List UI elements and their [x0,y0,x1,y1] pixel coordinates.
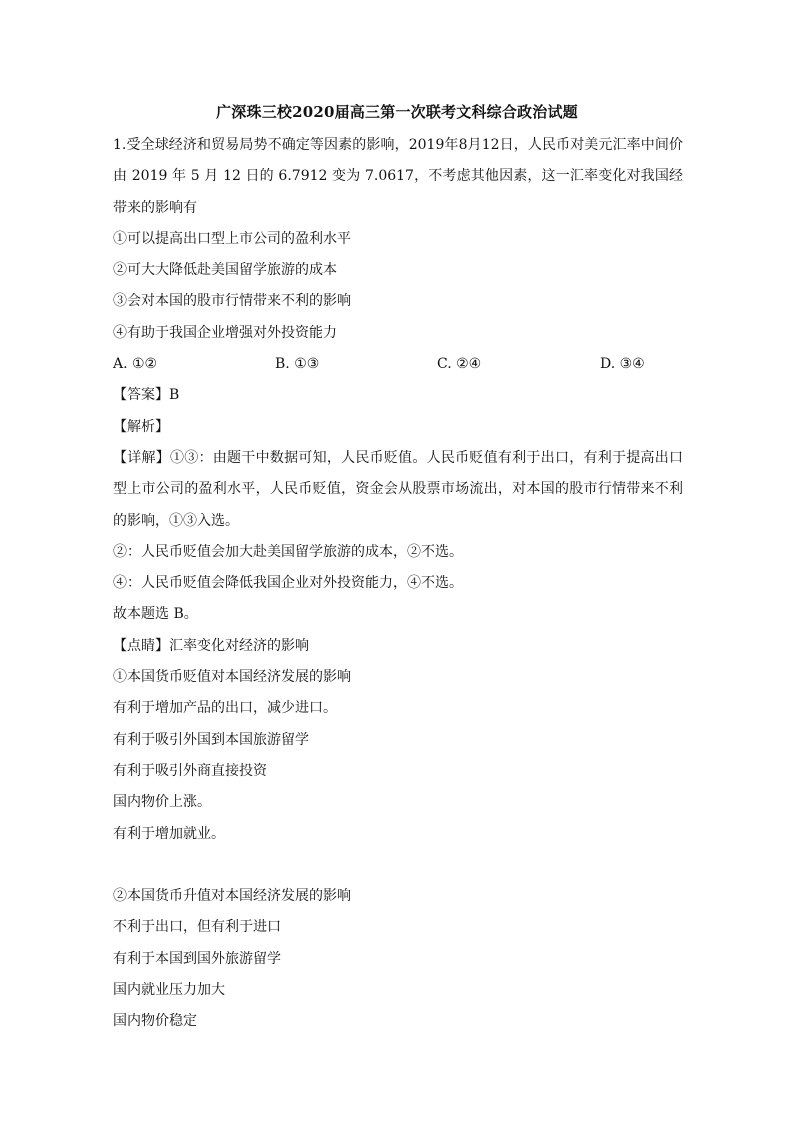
option-c: C. ②④ [437,356,482,373]
question-item-3: ③会对本国的股市行情带来不利的影响 [113,293,351,310]
option-b: B. ①③ [275,356,320,373]
tip-section-2-title: ②本国货币升值对本国经济发展的影响 [113,888,351,905]
question-stem-line-1: 1.受全球经济和贸易局势不确定等因素的影响，2019年8月12日，人民币对美元汇率中间价 [113,137,683,153]
analysis-heading: 【解析】 [113,418,169,435]
tip-section-2-item: 有利于本国到国外旅游留学 [113,950,281,967]
tip-section-1-item: 有利于增加产品的出口，减少进口。 [113,700,337,717]
question-stem-line-2: 由 2019 年 5 月 12 日的 6.7912 变为 7.0617，不考虑其他因素，这一汇率变化对我国经 [113,168,683,185]
analysis-line-4: ②：人民币贬值会加大赴美国留学旅游的成本，②不选。 [113,543,463,560]
question-item-4: ④有助于我国企业增强对外投资能力 [113,324,337,341]
question-stem-line-3: 带来的影响有 [113,199,197,216]
tip-section-2-item: 国内物价稳定 [113,1013,197,1030]
tip-section-2-item: 不利于出口，但有利于进口 [113,919,281,936]
analysis-line-1: 【详解】①③：由题干中数据可知，人民币贬值。人民币贬值有利于出口，有利于提高出口 [113,449,683,466]
question-item-2: ②可大大降低赴美国留学旅游的成本 [113,262,337,279]
analysis-line-6: 故本题选 B。 [113,606,198,623]
tip-heading: 【点睛】汇率变化对经济的影响 [113,637,309,654]
answer-options [113,349,683,380]
document-title: 广深珠三校2020届高三第一次联考文科综合政治试题 [216,103,578,121]
answer-line: 【答案】B [113,387,180,404]
tip-section-2-item: 国内就业压力加大 [113,982,225,999]
analysis-line-5: ④：人民币贬值会降低我国企业对外投资能力，④不选。 [113,575,463,592]
tip-section-1-item: 有利于增加就业。 [113,825,225,842]
analysis-line-2: 型上市公司的盈利水平，人民币贬值，资金会从股票市场流出，对本国的股市行情带来不利 [113,481,683,498]
tip-section-1-title: ①本国货币贬值对本国经济发展的影响 [113,669,351,686]
option-a: A. ①② [113,356,158,373]
analysis-line-3: 的影响，①③入选。 [113,512,239,529]
document-body [113,130,683,1038]
question-item-1: ①可以提高出口型上市公司的盈利水平 [113,230,351,247]
tip-section-1-item: 有利于吸引外国到本国旅游留学 [113,731,309,748]
tip-section-1-item: 国内物价上涨。 [113,794,211,811]
option-d: D. ③④ [600,356,645,373]
tip-section-1-item: 有利于吸引外商直接投资 [113,762,267,779]
blank-line [113,850,683,881]
